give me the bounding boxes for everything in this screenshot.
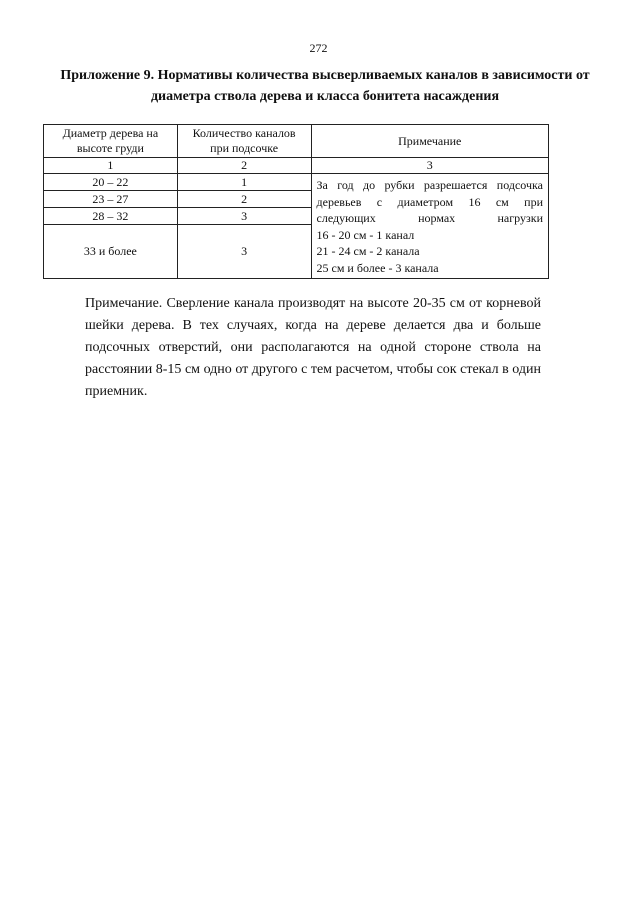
table-row — [44, 174, 549, 191]
norms-table — [43, 124, 549, 279]
column-number-row — [44, 158, 549, 174]
note-line: 16 - 20 см - 1 канал — [316, 227, 415, 242]
note-line: 21 - 24 см - 2 канала — [316, 244, 420, 258]
channels-cell: 3 — [177, 208, 311, 225]
column-number: 1 — [44, 158, 178, 174]
channels-cell: 1 — [177, 174, 311, 191]
appendix-title: Приложение 9. Нормативы количества высверливаемых каналов в зависимости от диаметра ствола дерева и класса бонитета насаждения — [60, 68, 590, 104]
note-line: 25 см и более - 3 канала — [316, 260, 439, 275]
diameter-cell: 20 – 22 — [44, 174, 178, 191]
header-note: Примечание — [311, 125, 548, 158]
diameter-cell: 23 – 27 — [44, 191, 178, 208]
diameter-cell: 33 и более — [44, 225, 178, 279]
column-number: 3 — [311, 158, 548, 174]
diameter-cell: 28 – 32 — [44, 208, 178, 225]
channels-cell: 2 — [177, 191, 311, 208]
table-header-row — [44, 125, 549, 158]
header-channels: Количество каналов при подсочке — [177, 125, 311, 158]
note-line: За год до рубки разрешается подсочка деревьев с диаметром 16 см при следующих нормах нагрузки — [316, 178, 543, 225]
header-diameter: Диаметр дерева на высоте груди — [44, 125, 178, 158]
note-paragraph: Примечание. Сверление канала производят на высоте 20-35 см от корневой шейки дерева. В тех случаях, когда на дереве делается два и больше подсочных отверстий, они располагаются на одной стороне ствола на расстоянии 8-15 см одно от другого с тем расчетом, чтобы сок стекал в один приемник. — [85, 296, 541, 399]
page-number: 272 — [309, 41, 328, 55]
channels-cell: 3 — [177, 225, 311, 279]
column-number: 2 — [177, 158, 311, 174]
note-cell — [311, 174, 548, 279]
